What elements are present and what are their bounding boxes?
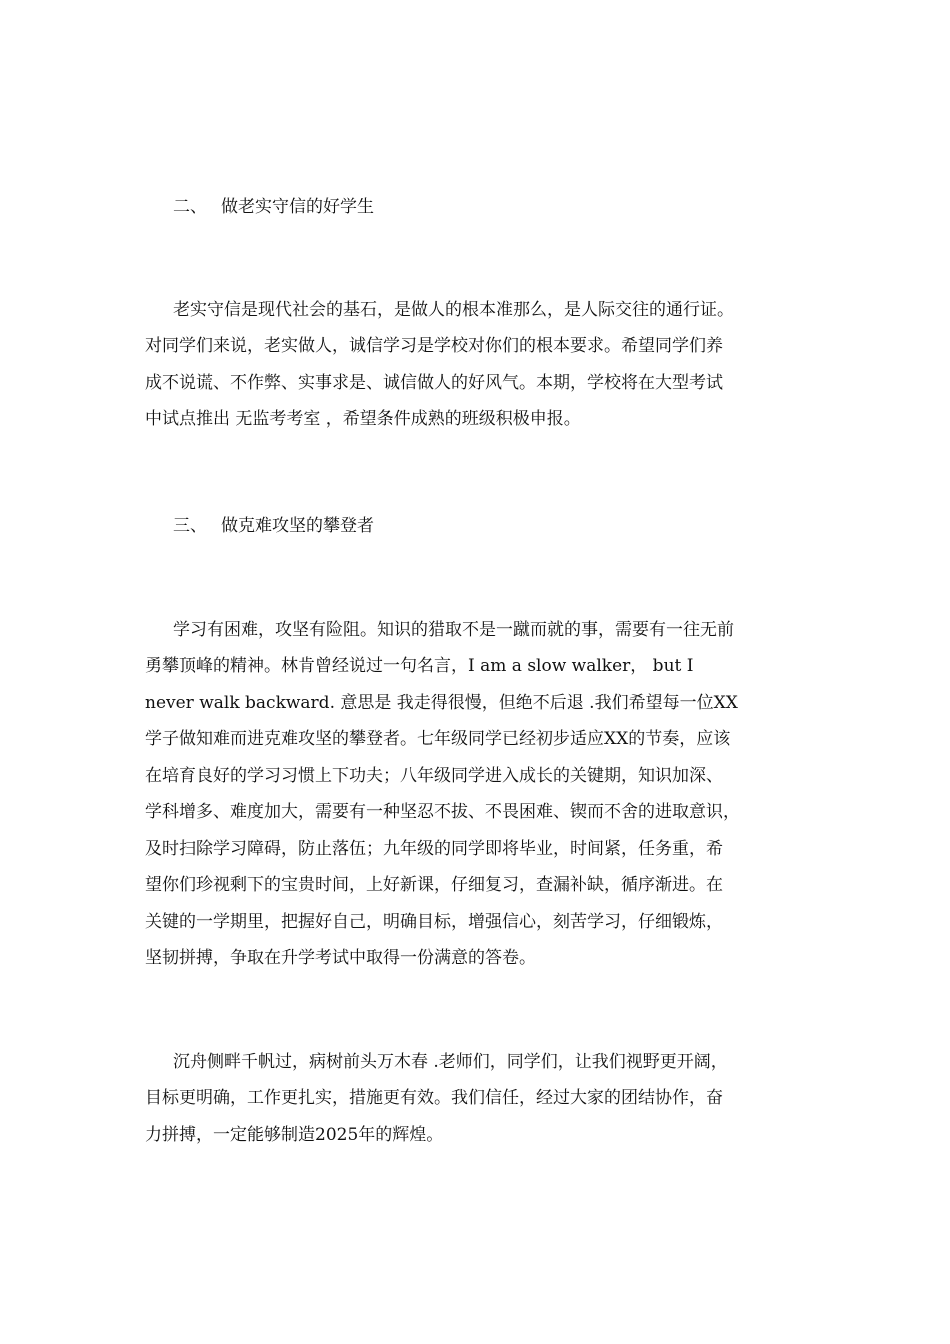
paragraph-line: 坚韧拼搏，争取在升学考试中取得一份满意的答卷。	[145, 948, 536, 968]
paragraph-line: 及时扫除学习障碍，防止落伍；九年级的同学即将毕业，时间紧，任务重，希	[145, 839, 723, 859]
paragraph-line: 望你们珍视剩下的宝贵时间，上好新课，仔细复习，查漏补缺，循序渐进。在	[145, 875, 723, 895]
paragraph-line: 学子做知难而进克难攻坚的攀登者。七年级同学已经初步适应XX的节奏，应该	[145, 729, 731, 749]
paragraph-line: 中试点推出 无监考考室 ，希望条件成熟的班级积极申报。	[145, 409, 581, 429]
section-heading-2	[173, 196, 374, 218]
section-title: 做克难攻坚的攀登者	[221, 516, 374, 536]
paragraph-line: 勇攀顶峰的精神。林肯曾经说过一句名言，I am a slow walker， but I	[145, 656, 694, 676]
paragraph-line: 老实守信是现代社会的基石，是做人的根本准那么，是人际交往的通行证。	[173, 300, 734, 320]
closing-line: 目标更明确，工作更扎实，措施更有效。我们信任，经过大家的团结协作，奋	[145, 1088, 723, 1108]
section-heading-3	[173, 515, 374, 537]
paragraph-line: 关键的一学期里，把握好自己，明确目标，增强信心，刻苦学习，仔细锻炼，	[145, 912, 723, 932]
section-number: 三、	[173, 516, 207, 536]
paragraph-line: 成不说谎、不作弊、实事求是、诚信做人的好风气。本期，学校将在大型考试	[145, 373, 723, 393]
closing-line: 力拼搏，一定能够制造2025年的辉煌。	[145, 1125, 444, 1145]
section-title: 做老实守信的好学生	[221, 197, 374, 217]
paragraph-line: 学科增多、难度加大，需要有一种坚忍不拔、不畏困难、锲而不舍的进取意识，	[145, 802, 740, 822]
closing-line: 沉舟侧畔千帆过，病树前头万木春 .老师们，同学们，让我们视野更开阔，	[173, 1052, 728, 1072]
paragraph-line: 在培育良好的学习习惯上下功夫；八年级同学进入成长的关键期，知识加深、	[145, 766, 723, 786]
paragraph-line: 对同学们来说，老实做人，诚信学习是学校对你们的根本要求。希望同学们养	[145, 336, 723, 356]
paragraph-line: 学习有困难，攻坚有险阻。知识的猎取不是一蹴而就的事，需要有一往无前	[173, 620, 734, 640]
section-number: 二、	[173, 197, 207, 217]
paragraph-line: never walk backward. 意思是 我走得很慢，但绝不后退 .我们希望每一位XX	[145, 693, 738, 713]
